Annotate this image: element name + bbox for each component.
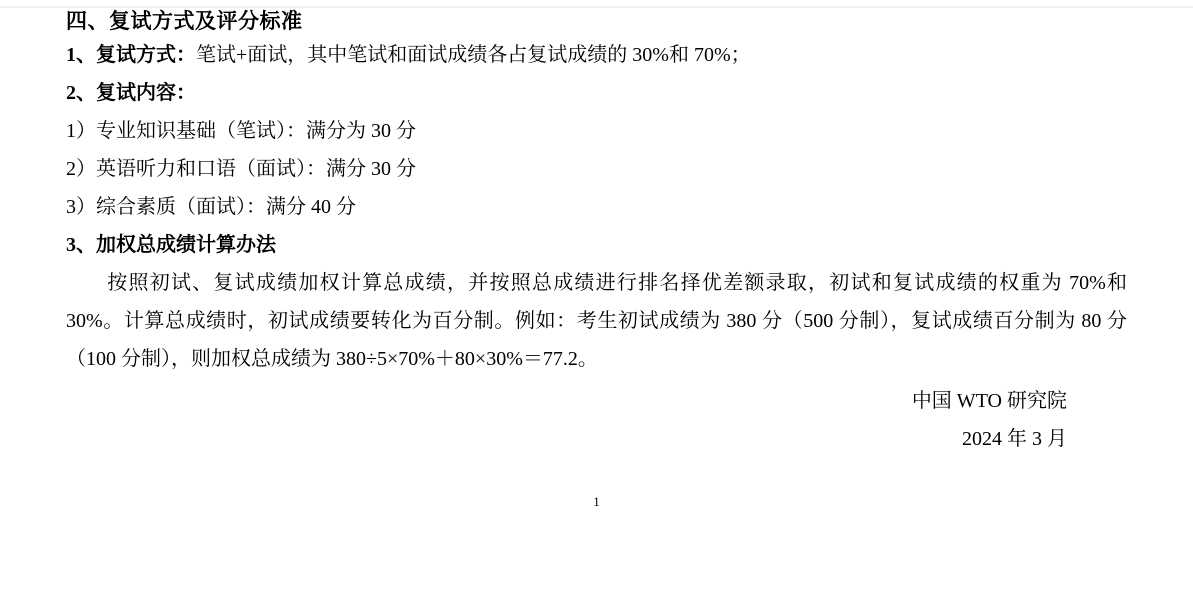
content-list-item-1: 1）专业知识基础（笔试）：满分为 30 分: [66, 120, 416, 142]
item-1-text: 笔试+面试，其中笔试和面试成绩各占复试成绩的 30%和 70%；: [196, 44, 751, 66]
signature-organization: 中国 WTO 研究院: [911, 390, 1067, 412]
content-list-item-2: 2）英语听力和口语（面试）：满分 30 分: [66, 158, 416, 180]
item-1-label: 1、复试方式：: [66, 44, 196, 66]
document-page: [0, 6, 1193, 614]
section-heading: 四、复试方式及评分标准: [66, 9, 303, 33]
signature-date: 2024 年 3 月: [962, 428, 1067, 450]
item-1-line: [66, 36, 1127, 74]
content-list-item-3: 3）综合素质（面试）：满分 40 分: [66, 196, 356, 218]
item-3-body: [66, 264, 1127, 378]
item-3-label: 3、加权总成绩计算办法: [66, 234, 276, 256]
page-top-rule: [0, 6, 1193, 8]
page-number: 1: [593, 494, 600, 509]
item-3-body-text: 按照初试、复试成绩加权计算总成绩，并按照总成绩进行排名择优差额录取，初试和复试成绩的权重为 70%和 30%。计算总成绩时，初试成绩要转化为百分制。例如：考生初试成绩为 380 分（500 分制），复试成绩百分制为 80 分（100 分制），则加权总成绩为 380÷5×70%＋80×30%＝77.2。: [66, 272, 1127, 370]
item-2-label: 2、复试内容：: [66, 82, 196, 104]
